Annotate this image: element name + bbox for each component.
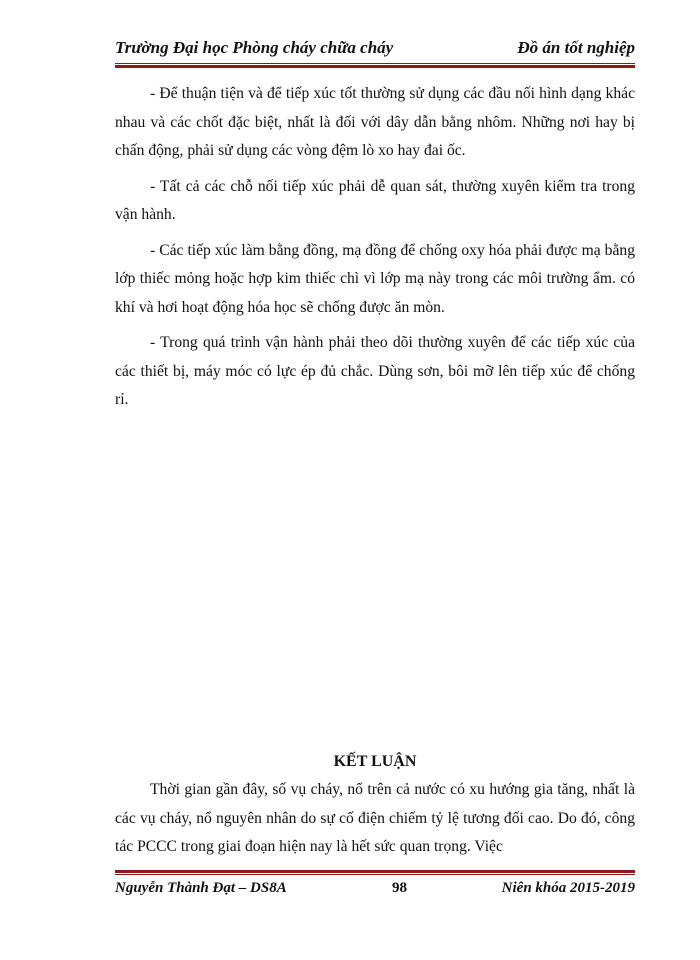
paragraph-3: - Các tiếp xúc làm bằng đồng, mạ đồng để chống oxy hóa phải được mạ bằng lớp thiếc mỏng hoặc hợp kim thiếc chì vì lớp mạ này trong các môi trường ẩm. có khí và hơi hoạt động hóa học sẽ chống được ăn mòn. [115, 241, 635, 316]
footer-author: Nguyễn Thành Đạt – DS8A [115, 880, 287, 896]
conclusion-section [115, 752, 635, 862]
header-rule-thin [115, 63, 635, 64]
conclusion-title: KẾT LUẬN [333, 753, 417, 770]
conclusion-paragraph: Thời gian gần đây, số vụ cháy, nổ trên cả nước có xu hướng gia tăng, nhất là các vụ cháy, nổ nguyên nhân do sự cố điện chiếm tỷ lệ tương đối cao. Do đó, công tác PCCC trong giai đoạn hiện nay là hết sức quan trọng. Việc [115, 781, 635, 855]
body-text [115, 80, 635, 422]
page-footer [115, 880, 635, 904]
header-rule-thick [115, 65, 635, 68]
footer-rule-thin [115, 874, 635, 875]
paragraph-2: - Tất cả các chỗ nối tiếp xúc phải dễ quan sát, thường xuyên kiểm tra trong vận hành. [115, 177, 635, 223]
header-document-type: Đồ án tốt nghiệp [517, 38, 635, 57]
paragraph-1: - Để thuận tiện và để tiếp xúc tốt thường sử dụng các đầu nối hình dạng khác nhau và các chốt đặc biệt, nhất là đối với dây dẫn bằng nhôm. Những nơi hay bị chấn động, phải sử dụng các vòng đệm lò xo hay đai ốc. [115, 85, 635, 159]
footer-rule-thick [115, 870, 635, 873]
paragraph-4: - Trong quá trình vận hành phải theo dõi thường xuyên để các tiếp xúc của các thiết bị, máy móc có lực ép đủ chắc. Dùng sơn, bôi mỡ lên tiếp xúc để chống rỉ. [115, 334, 635, 408]
footer-school-year: Niên khóa 2015-2019 [501, 880, 635, 896]
header-institution: Trường Đại học Phòng cháy chữa cháy [115, 38, 394, 57]
page-number: 98 [392, 880, 407, 896]
page-header [115, 38, 635, 62]
